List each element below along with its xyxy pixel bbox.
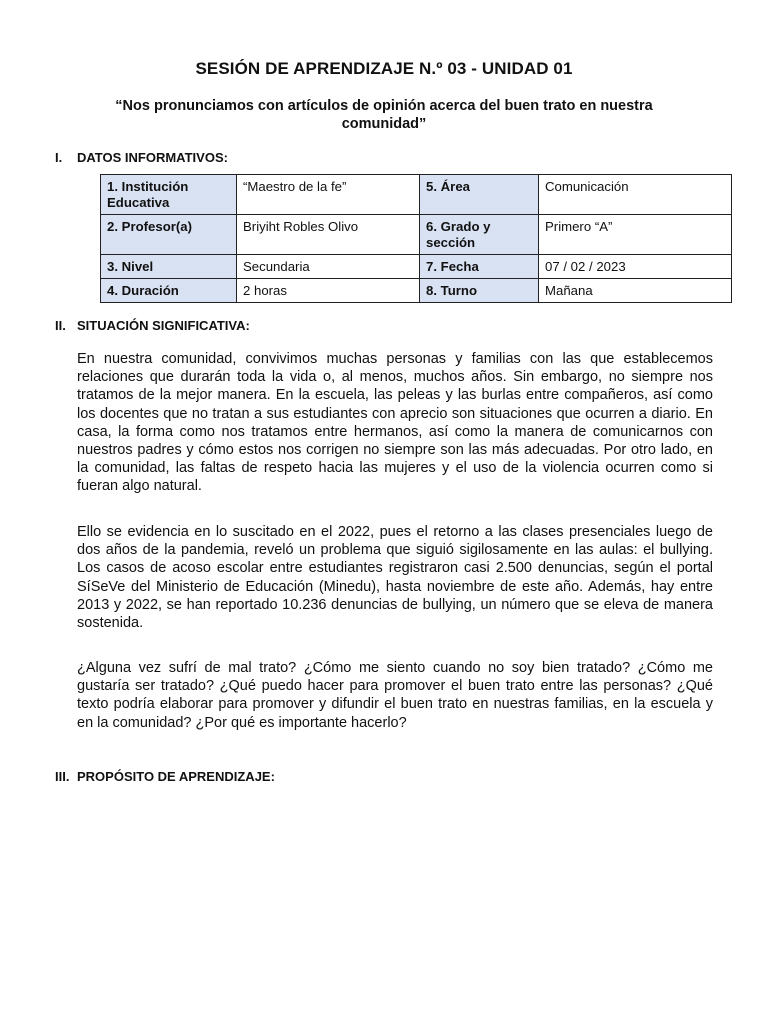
field-label: 3. Nivel bbox=[101, 255, 237, 279]
table-row bbox=[101, 175, 732, 215]
section-heading-datos bbox=[55, 150, 228, 165]
field-label: 1. Institución Educativa bbox=[101, 175, 237, 215]
paragraph: En nuestra comunidad, convivimos muchas personas y familias con las que establecemos relaciones que durarán toda la vida o, al menos, muchos años. Sin embargo, no siempre nos tratamos de la mejor manera. En la escuela, las peleas y las burlas entre compañeros, así como los docentes que no tratan a sus estudiantes con aprecio son situaciones que ocurren a diario. En casa, la forma como nos tratamos entre hermanos, así como la manera de comunicarnos con nuestros padres y cómo estos nos corrigen no siempre son las más adecuadas. Por otro lado, en la comunidad, las faltas de respeto hacia las mujeres y el uso de la violencia ocurren como si fueran algo natural. bbox=[77, 351, 713, 495]
table-row bbox=[101, 255, 732, 279]
field-label: 4. Duración bbox=[101, 279, 237, 303]
field-value: “Maestro de la fe” bbox=[237, 175, 420, 215]
document-title: SESIÓN DE APRENDIZAJE N.º 03 - UNIDAD 01 bbox=[195, 59, 573, 78]
field-value: Secundaria bbox=[237, 255, 420, 279]
paragraph: ¿Alguna vez sufrí de mal trato? ¿Cómo me siento cuando no soy bien tratado? ¿Cómo me gustaría ser tratado? ¿Qué puedo hacer para promover el buen trato entre las personas? ¿Qué texto podría elaborar para promover y difundir el buen trato en nuestras familias, en la escuela y en la comunidad? ¿Por qué es importante hacerlo? bbox=[77, 660, 713, 731]
section-heading-proposito bbox=[55, 769, 275, 784]
paragraph: Ello se evidencia en lo suscitado en el 2022, pues el retorno a las clases presenciales luego de dos años de la pandemia, reveló un problema que siguió sigilosamente en las aulas: el bullying. Los casos de acoso escolar entre estudiantes registraron casi 2.500 denuncias, según el portal SíSeVe del Ministerio de Educación (Minedu), hasta noviembre de este año. Además, hay entre 2013 y 2022, se han reportado 10.236 denuncias de bullying, un número que se eleva de manera sostenida. bbox=[77, 524, 713, 632]
field-value: Comunicación bbox=[539, 175, 732, 215]
field-label: 2. Profesor(a) bbox=[101, 215, 237, 255]
field-label: 8. Turno bbox=[420, 279, 539, 303]
field-value: Mañana bbox=[539, 279, 732, 303]
field-value: 2 horas bbox=[237, 279, 420, 303]
section-label: DATOS INFORMATIVOS: bbox=[77, 150, 228, 165]
field-value: 07 / 02 / 2023 bbox=[539, 255, 732, 279]
section-number: II. bbox=[55, 318, 66, 333]
section-number: III. bbox=[55, 769, 70, 784]
section-label: SITUACIÓN SIGNIFICATIVA: bbox=[77, 318, 250, 333]
datos-informativos-table bbox=[100, 174, 732, 303]
field-value: Primero “A” bbox=[539, 215, 732, 255]
field-label: 7. Fecha bbox=[420, 255, 539, 279]
section-number: I. bbox=[55, 150, 63, 165]
section-label: PROPÓSITO DE APRENDIZAJE: bbox=[77, 769, 275, 784]
section-heading-situacion bbox=[55, 318, 250, 333]
table-row bbox=[101, 279, 732, 303]
field-label: 6. Grado y sección bbox=[420, 215, 539, 255]
table-row bbox=[101, 215, 732, 255]
document-subtitle: “Nos pronunciamos con artículos de opinión acerca del buen trato en nuestra comunidad” bbox=[115, 98, 653, 132]
field-value: Briyiht Robles Olivo bbox=[237, 215, 420, 255]
field-label: 5. Área bbox=[420, 175, 539, 215]
